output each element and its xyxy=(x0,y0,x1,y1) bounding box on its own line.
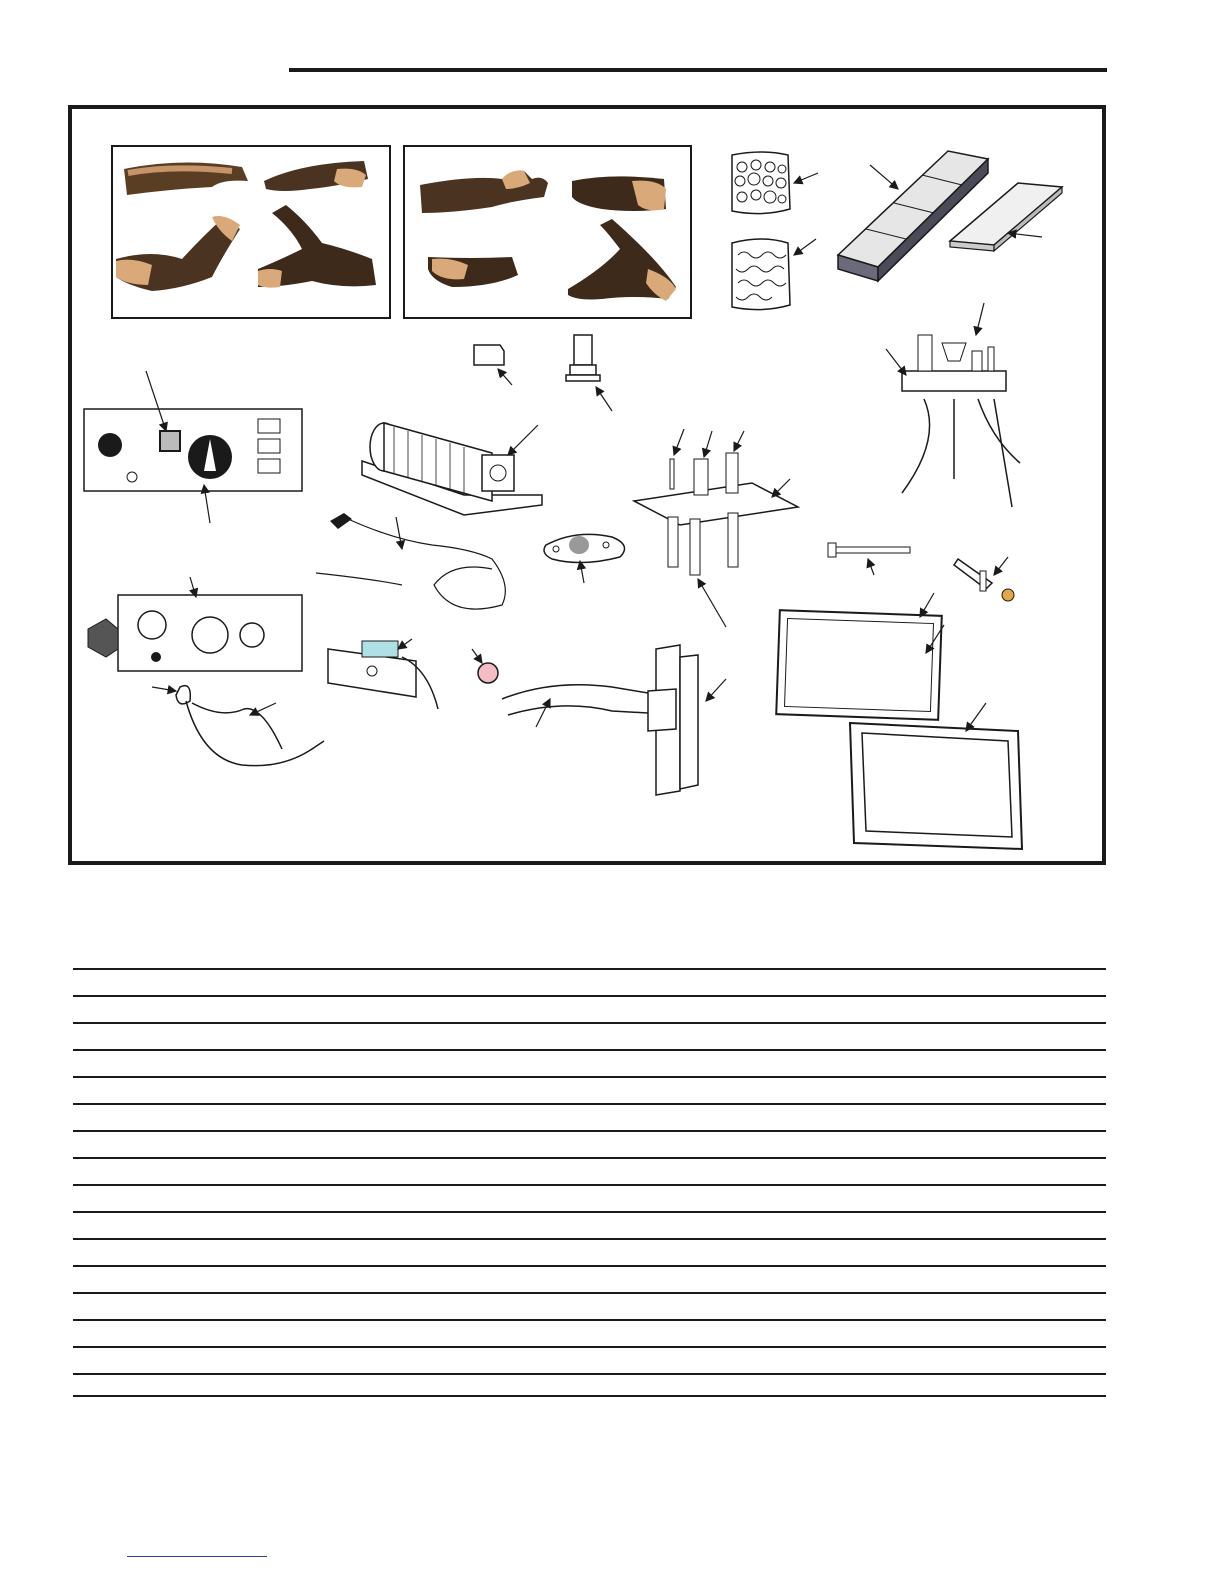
table-rule xyxy=(73,1157,1106,1159)
lava-rock-bag xyxy=(732,152,818,214)
table-rule xyxy=(73,1395,1106,1397)
table-rule xyxy=(73,1211,1106,1213)
table-rule xyxy=(73,1373,1106,1375)
table-rule xyxy=(73,1184,1106,1186)
table-rule xyxy=(73,1292,1106,1294)
parts-diagram-frame xyxy=(68,105,1106,865)
rocker-switch xyxy=(502,645,726,795)
table-rule xyxy=(73,1103,1106,1105)
table-rule xyxy=(73,1049,1106,1051)
thermocouple-stem xyxy=(828,543,910,575)
table-rule xyxy=(73,995,1106,997)
glass-panel xyxy=(776,593,944,720)
table-rule xyxy=(73,1265,1106,1267)
gas-valve-top xyxy=(84,371,302,523)
table-rule xyxy=(73,1076,1106,1078)
rock-wool-bag xyxy=(732,239,816,310)
footer-link-underline[interactable] xyxy=(127,1556,267,1557)
odd-pilot-assembly xyxy=(634,429,798,627)
snap-disc xyxy=(472,649,498,683)
header-rule xyxy=(289,68,1107,72)
table-rule xyxy=(73,968,1106,970)
table-rule xyxy=(73,1346,1106,1348)
burner-gasket xyxy=(544,534,625,583)
thermodisc-bracket xyxy=(328,639,438,709)
table-rule xyxy=(73,1319,1106,1321)
table-rule xyxy=(73,1238,1106,1240)
table-rule xyxy=(73,1022,1106,1024)
thermocouple-lead xyxy=(152,686,324,766)
pilot-assembly xyxy=(886,303,1020,507)
log-set-b xyxy=(404,146,691,318)
log-set-a xyxy=(112,146,390,318)
nozzle-cap xyxy=(474,345,512,385)
table-rule xyxy=(73,1130,1106,1132)
injector xyxy=(566,335,612,411)
refractory-panel xyxy=(838,151,988,281)
blower xyxy=(362,423,542,515)
parts-diagram xyxy=(72,109,1102,861)
glass-frame xyxy=(850,703,1022,849)
power-cord xyxy=(316,513,505,609)
gas-valve-side xyxy=(88,577,302,671)
piezo-igniter xyxy=(954,557,1014,601)
